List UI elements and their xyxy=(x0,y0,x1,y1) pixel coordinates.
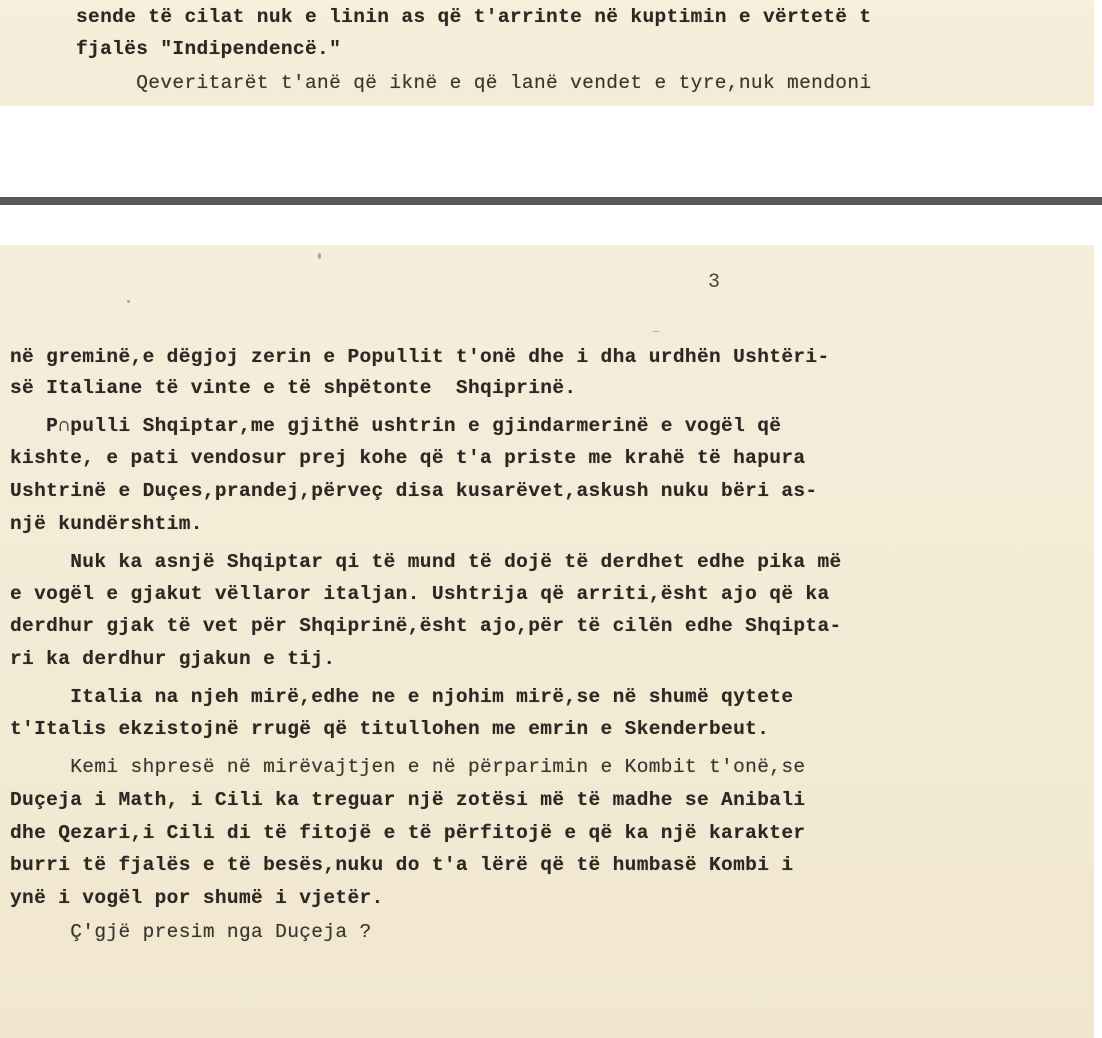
page-divider xyxy=(0,197,1102,205)
paper-speck xyxy=(127,300,130,303)
text-line: Ushtrinë e Duçes,prandej,përveç disa kusarëvet,askush nuku bëri as- xyxy=(10,480,818,502)
text-line: një kundërshtim. xyxy=(10,513,203,535)
text-line: në greminë,e dëgjoj zerin e Popullit t'onë dhe i dha urdhën Ushtëri- xyxy=(10,346,830,368)
text-line: t'Italis ekzistojnë rrugë që titullohen me emrin e Skenderbeut. xyxy=(10,718,770,740)
text-line: burri të fjalës e të besës,nuku do t'a lërë që të humbasë Kombi i xyxy=(10,854,794,876)
text-line: Ç'gjë presim nga Duçeja ? xyxy=(10,921,372,943)
text-line: derdhur gjak të vet për Shqiprinë,ësht ajo,për të cilën edhe Shqipta- xyxy=(10,615,842,637)
text-line: Italia na njeh mirë,edhe ne e njohim mirë,se në shumë qytete xyxy=(10,686,794,708)
text-line: sende të cilat nuk e linin as që t'arrinte në kuptimin e vërtetë t xyxy=(76,6,872,28)
text-line: P∩pulli Shqiptar,me gjithë ushtrin e gjindarmerinë e vogël që xyxy=(10,415,782,437)
text-line: kishte, e pati vendosur prej kohe që t'a priste me krahë të hapura xyxy=(10,447,806,469)
text-line: Kemi shpresë në mirëvajtjen e në përparimin e Kombit t'onë,se xyxy=(10,756,806,778)
viewer-gap xyxy=(0,106,1102,197)
text-line: Duçeja i Math, i Cili ka treguar një zotësi më të madhe se Anibali xyxy=(10,789,806,811)
text-line: dhe Qezari,i Cili di të fitojë e të përfitojë e që ka një karakter xyxy=(10,822,806,844)
paper-speck xyxy=(652,331,660,332)
paper-speck xyxy=(318,253,321,259)
document-page xyxy=(0,245,1094,1038)
text-line: Nuk ka asnjë Shqiptar qi të mund të dojë të derdhet edhe pika më xyxy=(10,551,842,573)
text-line: Qeveritarët t'anë që iknë e që lanë vendet e tyre,nuk mendoni xyxy=(76,72,872,94)
text-line: së Italiane të vinte e të shpëtonte Shqiprinë. xyxy=(10,377,577,399)
text-line: e vogël e gjakut vëllaror italjan. Ushtrija që arriti,ësht ajo që ka xyxy=(10,583,830,605)
text-line: ynë i vogël por shumë i vjetër. xyxy=(10,887,384,909)
previous-page-fragment xyxy=(0,0,1094,106)
text-line: ri ka derdhur gjakun e tij. xyxy=(10,648,336,670)
page-number: 3 xyxy=(708,271,721,294)
text-line: fjalës "Indipendencë." xyxy=(76,38,342,60)
